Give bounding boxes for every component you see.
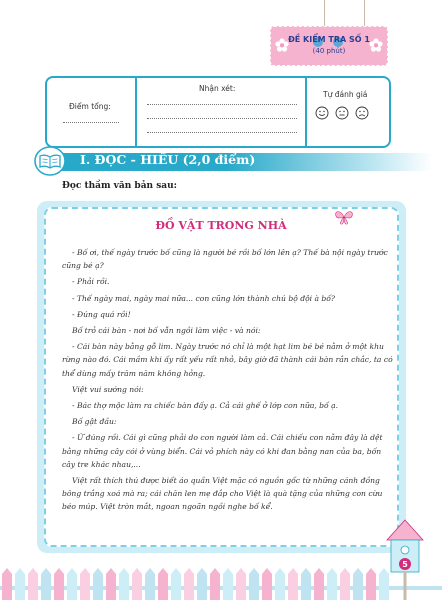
fence-picket <box>288 568 298 600</box>
section-heading: I. ĐỌC - HIỂU (2,0 điểm) <box>80 152 256 167</box>
story-paragraph: - Bố ơi, thế ngày trước bố cũng là người bé rồi bố lớn lên ạ? Thế bà nội ngày trước cũng bé ạ? <box>62 248 388 271</box>
open-book-icon <box>34 146 66 176</box>
fence-picket <box>223 568 233 600</box>
fence-picket <box>197 568 207 600</box>
fence-picket <box>184 568 194 600</box>
fence-picket <box>132 568 142 600</box>
fence-picket <box>353 568 363 600</box>
story-paragraph: Bố gật đầu: <box>72 417 117 427</box>
fence-picket <box>93 568 103 600</box>
fence-picket <box>171 568 181 600</box>
self-assess-label: Tự đánh giá <box>323 90 368 99</box>
comment-line[interactable] <box>147 118 297 119</box>
fence-picket <box>301 568 311 600</box>
story-paragraph: - Cái bàn này bằng gỗ lim. Ngày trước nó chỉ là một hạt lim bé bé nằm ở một khu rừng nào đó. Cái mầm khi ấy rất yếu rất nhỏ, bây giờ đã thành cái bàn rắn chắc, ta có thể dùng mấy trăm năm không hỏng. <box>62 342 393 378</box>
total-score-field[interactable] <box>63 122 119 123</box>
story-paragraph: - Ừ đúng rồi. Cái gì cũng phải do con người làm cả. Cái chiếu con nằm đây là dệt bằng những cây cói ở vùng biển. Cái vỏ phích này có khi đan bằng nan của ba, bốn cây tre khác nhau,... <box>62 433 383 469</box>
test-duration: (40 phút) <box>312 47 346 55</box>
fence-decoration <box>0 560 442 600</box>
comment-label: Nhận xét: <box>199 84 236 93</box>
fence-picket <box>41 568 51 600</box>
story-paragraph: - Thế ngày mai, ngày mai nữa... con cũng lớn thành chú bộ đội à bố? <box>72 293 336 303</box>
fence-picket <box>275 568 285 600</box>
fence-picket <box>2 568 12 600</box>
butterfly-icon <box>334 208 354 226</box>
divider <box>135 78 137 146</box>
fence-picket <box>340 568 350 600</box>
fence-picket <box>158 568 168 600</box>
story-paragraph: Bố trỏ cái bàn - nơi bố vẫn ngồi làm việc - và nói: <box>72 326 261 336</box>
fence-picket <box>15 568 25 600</box>
total-score-label: Điểm tổng: <box>69 102 111 111</box>
comment-line[interactable] <box>147 132 297 133</box>
fence-picket <box>54 568 64 600</box>
fence-picket <box>67 568 77 600</box>
story-paragraph: Việt vui sướng nói: <box>72 384 144 394</box>
fence-picket <box>119 568 129 600</box>
sad-face-icon[interactable] <box>355 106 369 120</box>
fence-picket <box>314 568 324 600</box>
happy-face-icon[interactable] <box>315 106 329 120</box>
page-number: 5 <box>402 560 408 569</box>
fence-picket <box>210 568 220 600</box>
story-title: ĐỒ VẬT TRONG NHÀ <box>155 219 287 232</box>
story-paragraph: - Bác thợ mộc làm ra chiếc bàn đấy ạ. Cả cái ghế ở lớp con nữa, bố ạ. <box>72 401 339 411</box>
birdhouse-icon <box>385 518 425 600</box>
fence-picket <box>262 568 272 600</box>
score-box <box>45 76 391 148</box>
fence-picket <box>106 568 116 600</box>
neutral-face-icon[interactable] <box>335 106 349 120</box>
story-paragraph: Việt rất thích thú được biết áo quần Việt mặc có nguồn gốc từ những cánh đồng bông trắng xoá mà ra; cái chăn len mẹ đắp cho Việt là quà tặng của những con cừu béo múp. Việt tròn mắt, ngoan ngoãn ngồi nghe bố kể. <box>62 476 383 512</box>
fence-picket <box>249 568 259 600</box>
test-title-sign <box>270 26 388 66</box>
section-banner <box>40 151 432 173</box>
divider <box>305 78 307 146</box>
fence-picket <box>236 568 246 600</box>
test-title: ĐỀ KIỂM TRA SỐ 1 <box>288 35 370 44</box>
fence-picket <box>145 568 155 600</box>
comment-line[interactable] <box>147 104 297 105</box>
story-paragraph: - Đúng quá rồi! <box>72 309 131 319</box>
fence-picket <box>366 568 376 600</box>
fence-picket <box>327 568 337 600</box>
story-paragraph: - Phải rồi. <box>72 277 110 287</box>
reading-instruction: Đọc thầm văn bản sau: <box>62 181 177 191</box>
fence-picket <box>80 568 90 600</box>
fence-picket <box>28 568 38 600</box>
story-text <box>62 246 394 517</box>
